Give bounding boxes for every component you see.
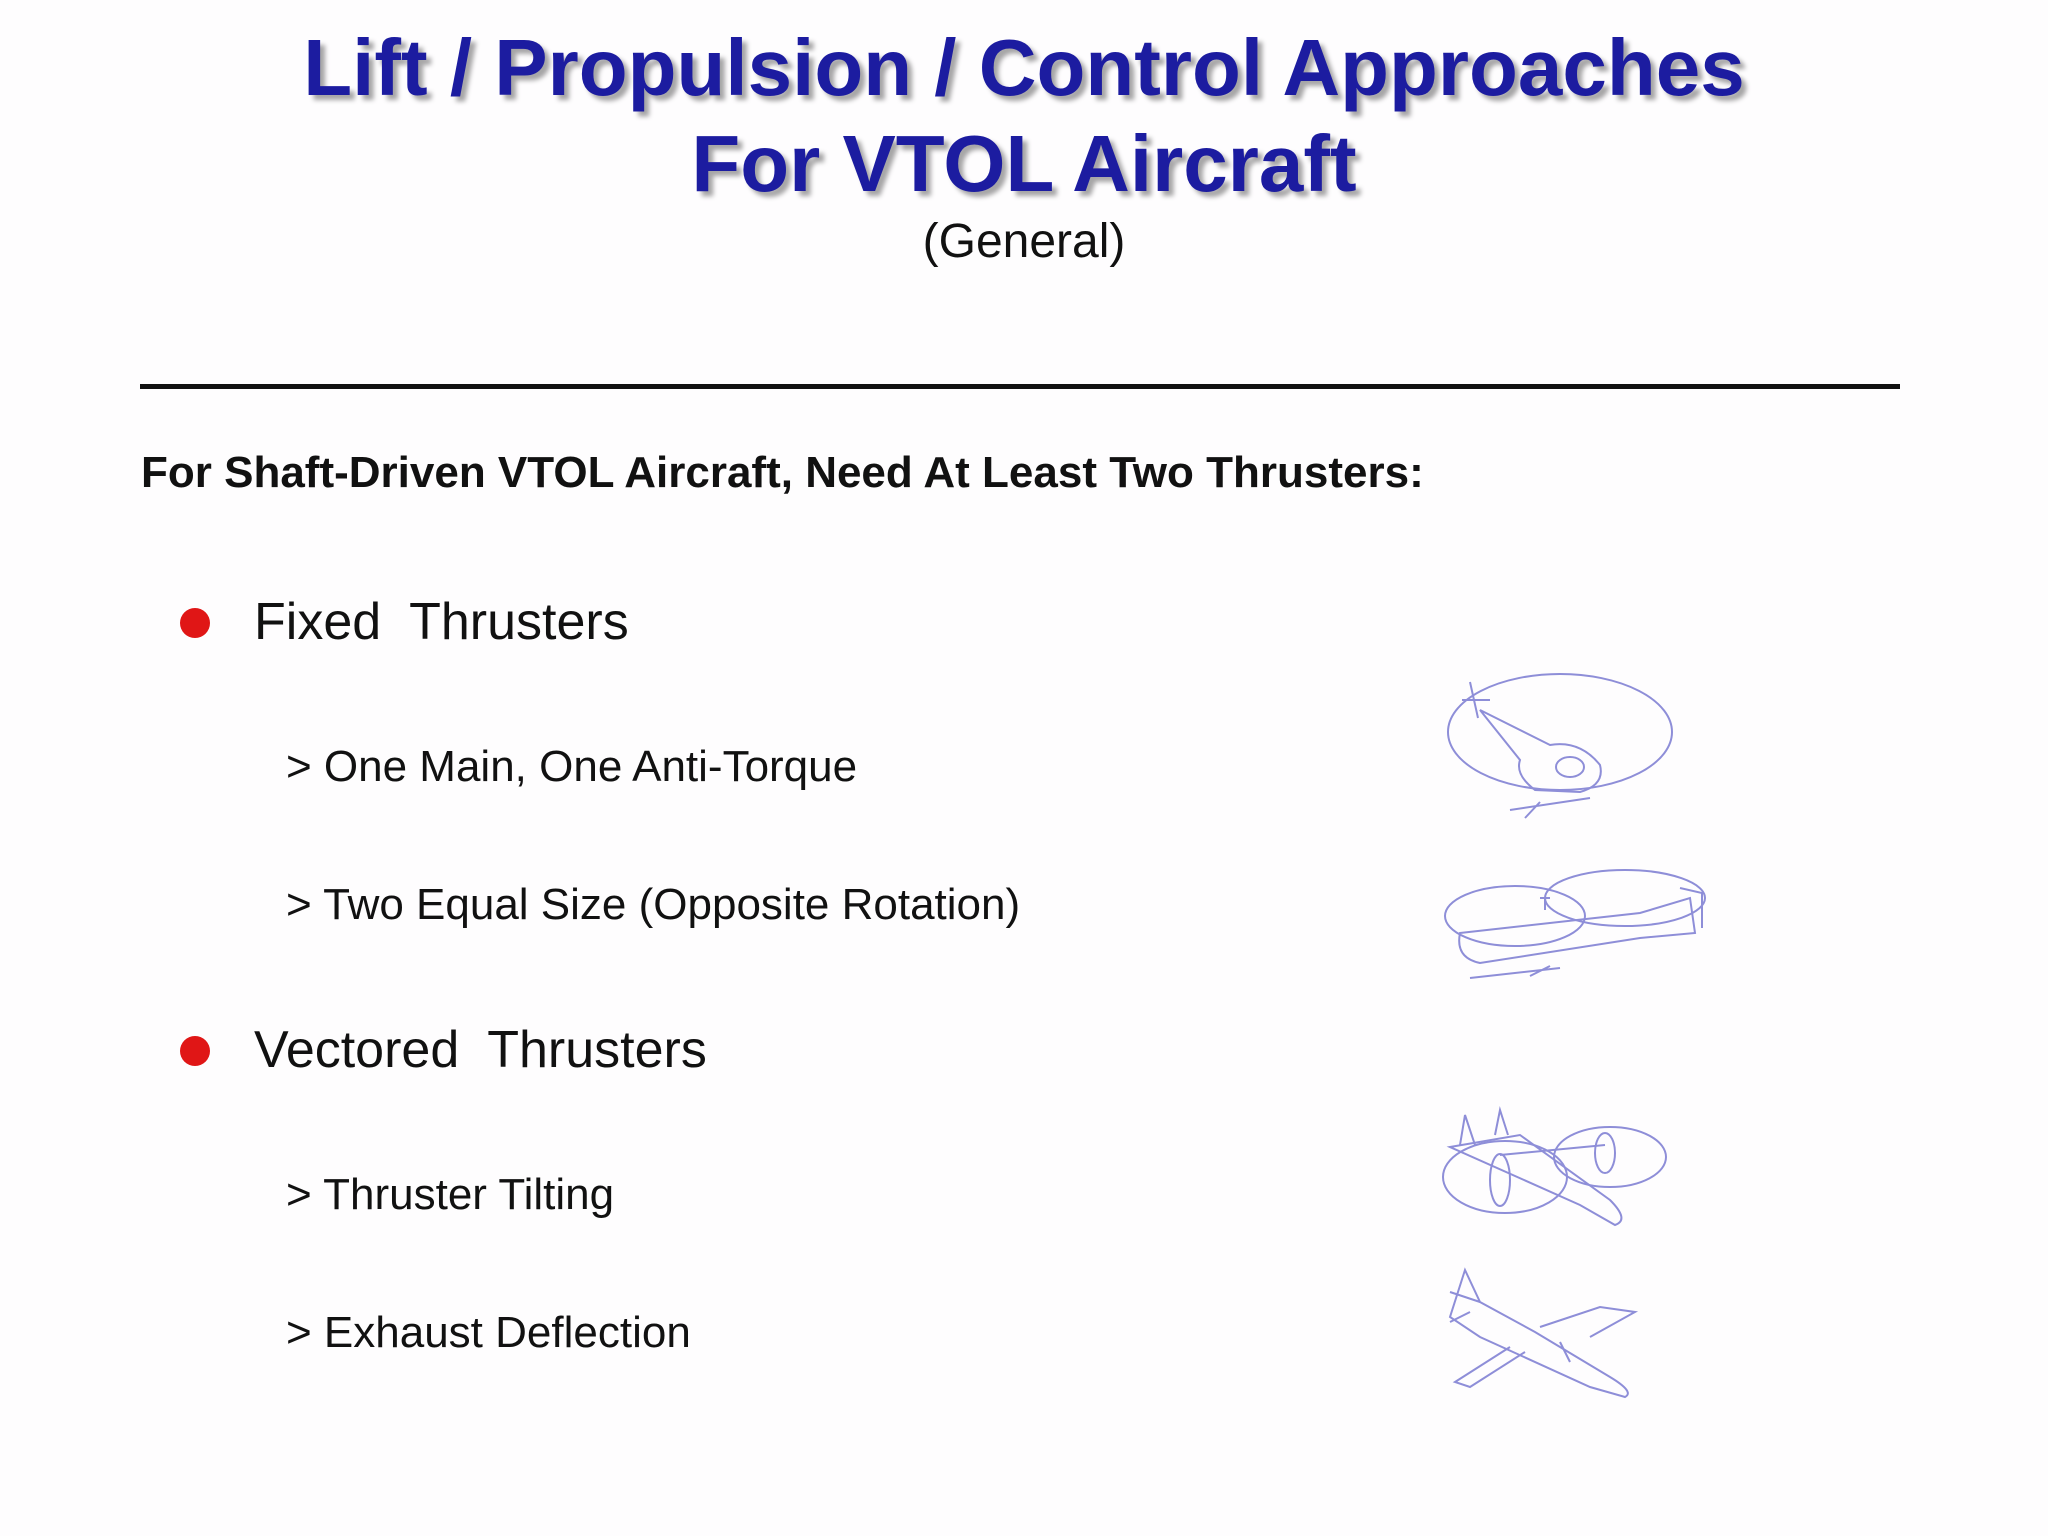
- jet-vtol-aircraft-icon: [1440, 1262, 1660, 1402]
- item-one-main-one-anti-torque: > One Main, One Anti-Torque: [286, 742, 858, 791]
- item-thruster-tilting: > Thruster Tilting: [286, 1170, 615, 1219]
- section-label-fixed-thrusters: Fixed Thrusters: [254, 593, 629, 651]
- single-rotor-helicopter-icon: [1440, 670, 1680, 820]
- tandem-rotor-helicopter-icon: [1440, 858, 1710, 988]
- tiltrotor-aircraft-icon: [1440, 1105, 1670, 1235]
- item-exhaust-deflection: > Exhaust Deflection: [286, 1308, 691, 1357]
- bullet-dot: [180, 608, 210, 638]
- title-line-2: For VTOL Aircraft: [691, 119, 1357, 208]
- slide-subtitle: (General): [922, 215, 1126, 268]
- bullet-dot: [180, 1036, 210, 1066]
- item-two-equal-size: > Two Equal Size (Opposite Rotation): [286, 880, 1021, 929]
- title-line-1: Lift / Propulsion / Control Approaches: [303, 23, 1745, 112]
- slide-title: [0, 20, 2048, 212]
- divider-rule: [140, 384, 1900, 389]
- intro-text: For Shaft-Driven VTOL Aircraft, Need At Least Two Thrusters:: [141, 448, 1424, 497]
- section-label-vectored-thrusters: Vectored Thrusters: [254, 1021, 707, 1079]
